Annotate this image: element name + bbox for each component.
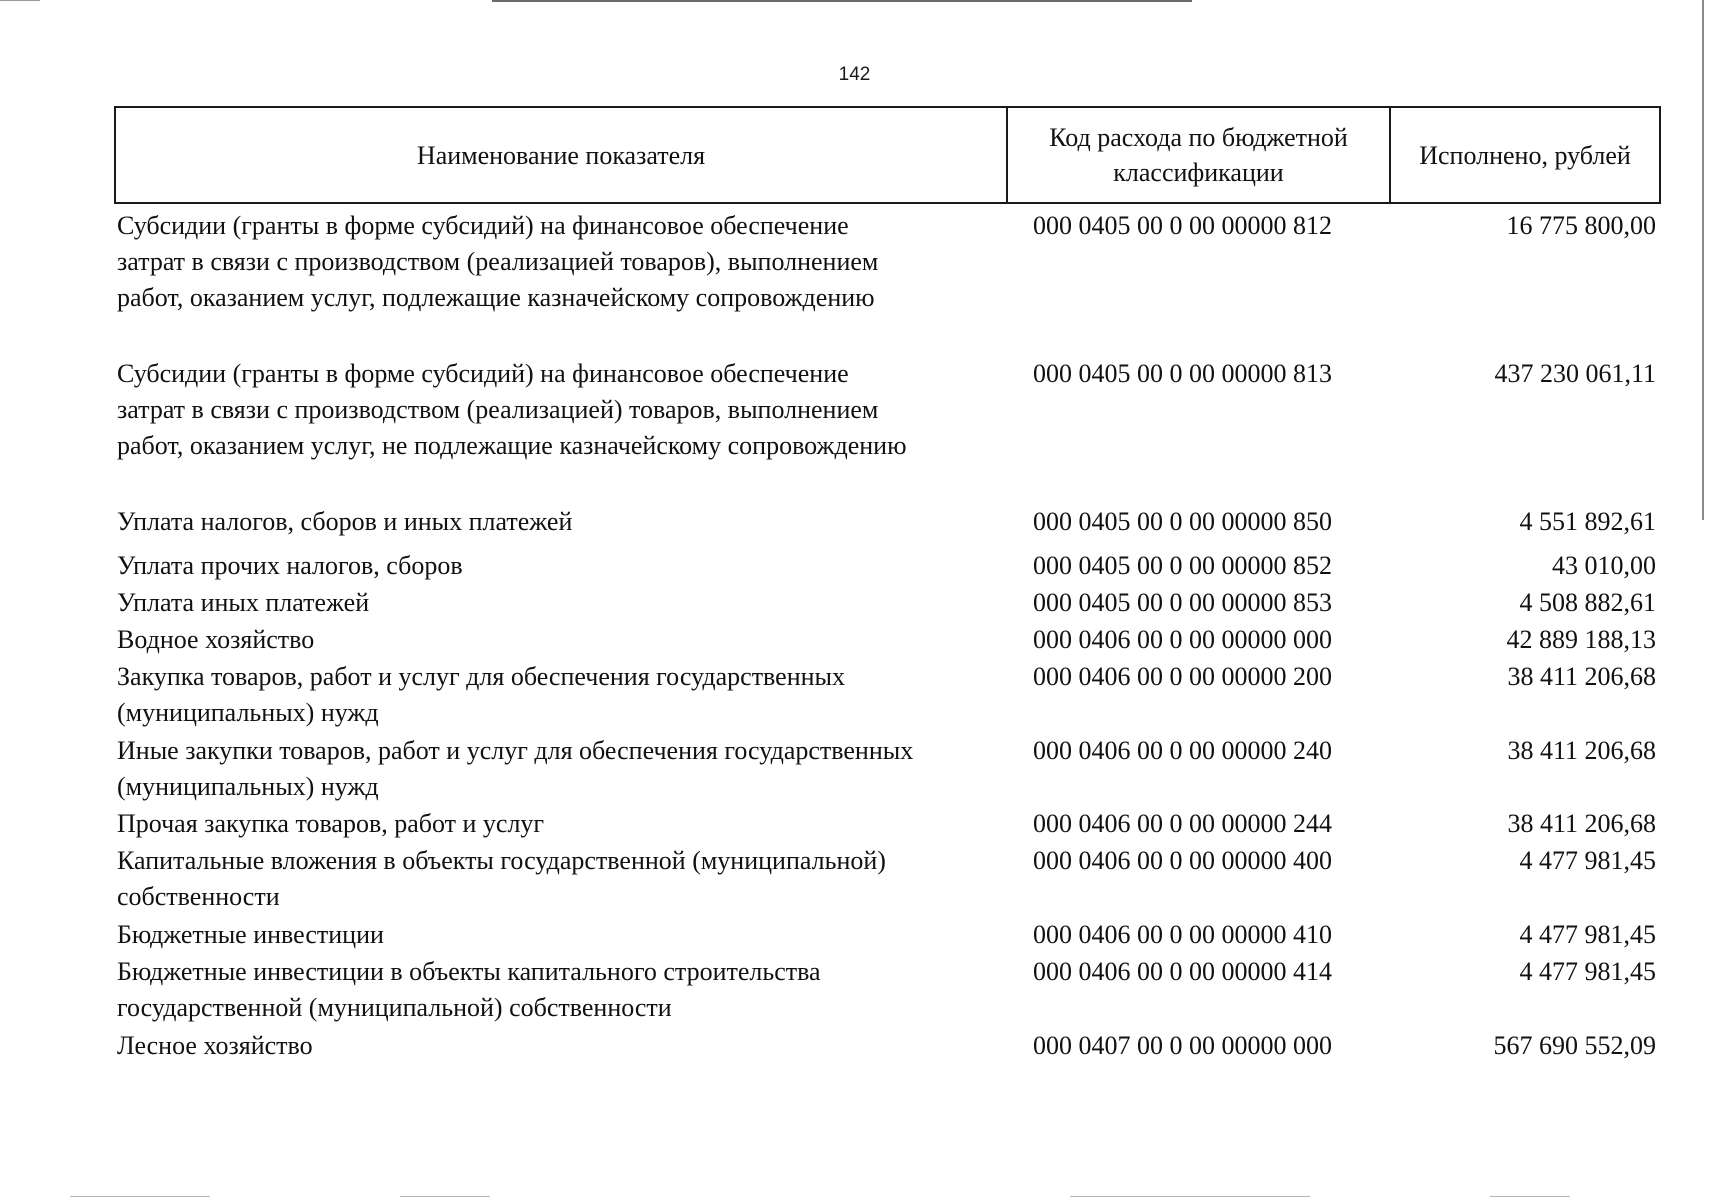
row-name: Водное хозяйство xyxy=(117,625,315,654)
row-amount: 4 508 882,61 xyxy=(1519,588,1656,617)
scan-artifact xyxy=(1490,1196,1570,1197)
scan-artifact xyxy=(400,1196,490,1197)
row-code: 000 0405 00 0 00 00000 850 xyxy=(1033,507,1332,536)
row-code: 000 0406 00 0 00 00000 410 xyxy=(1033,920,1332,949)
scan-artifact xyxy=(70,1196,210,1197)
row-code: 000 0406 00 0 00 00000 414 xyxy=(1033,957,1332,986)
scan-top-rule xyxy=(492,0,1192,2)
row-name: Прочая закупка товаров, работ и услуг xyxy=(117,809,545,838)
header-code xyxy=(1008,108,1391,202)
row-name: Субсидии (гранты в форме субсидий) на финансовое обеспечение затрат в связи с производством (реализацией товаров), выполнением работ, оказанием услуг, подлежащие казначейскому сопровождению xyxy=(117,211,879,312)
row-amount: 42 889 188,13 xyxy=(1506,625,1656,654)
row-code: 000 0405 00 0 00 00000 813 xyxy=(1033,359,1332,388)
row-code: 000 0406 00 0 00 00000 244 xyxy=(1033,809,1332,838)
row-name: Капитальные вложения в объекты государственной (муниципальной) собственности xyxy=(117,846,886,911)
row-code: 000 0407 00 0 00 00000 000 xyxy=(1033,1031,1332,1060)
row-amount: 4 477 981,45 xyxy=(1519,957,1656,986)
row-amount: 4 551 892,61 xyxy=(1519,507,1656,536)
row-code: 000 0406 00 0 00 00000 000 xyxy=(1033,625,1332,654)
row-name: Лесное хозяйство xyxy=(117,1031,313,1060)
row-code: 000 0405 00 0 00 00000 812 xyxy=(1033,211,1332,240)
row-amount: 4 477 981,45 xyxy=(1519,920,1656,949)
row-code: 000 0406 00 0 00 00000 200 xyxy=(1033,662,1332,691)
page-number: 142 xyxy=(838,64,871,85)
row-amount: 16 775 800,00 xyxy=(1506,211,1656,240)
row-code: 000 0405 00 0 00 00000 853 xyxy=(1033,588,1332,617)
row-code: 000 0406 00 0 00 00000 240 xyxy=(1033,736,1332,765)
row-name: Иные закупки товаров, работ и услуг для обеспечения государственных (муниципальных) нужд xyxy=(117,736,914,801)
row-code: 000 0405 00 0 00 00000 852 xyxy=(1033,551,1332,580)
row-name: Субсидии (гранты в форме субсидий) на финансовое обеспечение затрат в связи с производством (реализацией) товаров, выполнением работ, оказанием услуг, не подлежащие казначейскому сопровождению xyxy=(117,359,907,460)
row-name: Уплата прочих налогов, сборов xyxy=(117,551,463,580)
scan-edge-line xyxy=(0,0,40,1)
row-amount: 4 477 981,45 xyxy=(1519,846,1656,875)
row-name: Уплата налогов, сборов и иных платежей xyxy=(117,507,573,536)
row-amount: 38 411 206,68 xyxy=(1507,809,1656,838)
row-name: Бюджетные инвестиции в объекты капитального строительства государственной (муниципальной) собственности xyxy=(117,957,821,1022)
row-amount: 43 010,00 xyxy=(1552,551,1656,580)
row-code: 000 0406 00 0 00 00000 400 xyxy=(1033,846,1332,875)
row-name: Уплата иных платежей xyxy=(117,588,370,617)
row-amount: 38 411 206,68 xyxy=(1507,736,1656,765)
scan-artifact xyxy=(1070,1196,1310,1197)
row-name: Бюджетные инвестиции xyxy=(117,920,384,949)
header-name: Наименование показателя xyxy=(116,108,1008,202)
row-name: Закупка товаров, работ и услуг для обеспечения государственных (муниципальных) нужд xyxy=(117,662,846,727)
header-amount: Исполнено, рублей xyxy=(1419,140,1631,170)
header-code-label: Код расхода по бюджетной классификации xyxy=(1049,123,1348,187)
row-amount: 437 230 061,11 xyxy=(1494,359,1656,388)
row-amount: 38 411 206,68 xyxy=(1507,662,1656,691)
row-amount: 567 690 552,09 xyxy=(1493,1031,1656,1060)
table-header xyxy=(114,106,1661,204)
